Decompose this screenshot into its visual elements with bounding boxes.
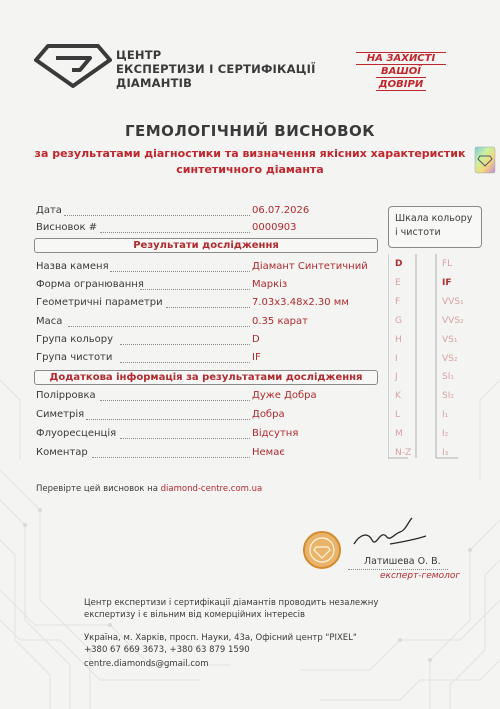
date-value: 06.07.2026 bbox=[252, 205, 310, 216]
color-scale-item: H bbox=[395, 334, 402, 345]
report-number-leader bbox=[100, 232, 250, 233]
color-scale-item: M bbox=[395, 429, 403, 440]
color-scale-item: E bbox=[395, 277, 401, 288]
additional-section-header bbox=[34, 370, 378, 385]
clarity-scale-item: VS₂ bbox=[442, 353, 458, 364]
polish-value: Дуже Добра bbox=[252, 390, 317, 401]
expert-role: експерт-гемолог bbox=[380, 571, 461, 581]
polish-leader bbox=[100, 400, 250, 401]
report-number-label: Висновок # bbox=[36, 222, 98, 233]
verify-text: Перевірте цей висновок на bbox=[36, 484, 158, 494]
color-scale-item: N-Z bbox=[395, 448, 412, 458]
fluorescence-value: Відсутня bbox=[252, 428, 299, 439]
clarity-scale-item: I₂ bbox=[442, 429, 449, 440]
clarity-scale-item: SI₁ bbox=[442, 372, 454, 383]
color-scale-item: J bbox=[395, 372, 398, 383]
mass-leader bbox=[68, 326, 250, 327]
clarity-scale-item: IF bbox=[442, 277, 452, 288]
org-name-line3: ДІАМАНТІВ bbox=[116, 76, 193, 90]
verify-line bbox=[36, 484, 262, 494]
comment-value: Немає bbox=[252, 447, 285, 458]
scale-grid-lines bbox=[388, 252, 488, 464]
signature-icon bbox=[350, 516, 430, 556]
fluorescence-leader bbox=[120, 438, 250, 439]
results-section-title: Результати дослідження bbox=[133, 240, 279, 251]
org-name-line2: ЕКСПЕРТИЗИ І СЕРТИФІКАЦІЇ bbox=[116, 62, 316, 76]
cut-shape-leader bbox=[140, 289, 250, 290]
fluorescence-label: Флуоресценція bbox=[36, 428, 117, 439]
motto-line3: ДОВІРИ bbox=[376, 79, 426, 91]
date-leader bbox=[64, 215, 250, 216]
symmetry-value: Добра bbox=[252, 409, 285, 420]
clarity-scale-item: I₁ bbox=[442, 410, 449, 421]
org-name bbox=[116, 48, 316, 90]
seal-icon bbox=[302, 530, 342, 570]
dimensions-label: Геометричні параметри bbox=[36, 297, 163, 308]
clarity-grade-label: Група чистоти bbox=[36, 352, 113, 363]
report-number-value: 0000903 bbox=[252, 222, 297, 233]
color-scale-item: G bbox=[395, 315, 402, 326]
clarity-scale-item: VVS₂ bbox=[442, 315, 464, 326]
clarity-scale-item: SI₂ bbox=[442, 391, 454, 402]
symmetry-label: Симетрія bbox=[36, 409, 85, 420]
independence-notice-line1: Центр експертизи і сертифікації діамантів проводить незалежну bbox=[84, 598, 379, 608]
color-grade-value: D bbox=[252, 334, 260, 345]
mass-value: 0.35 карат bbox=[252, 316, 308, 327]
subtitle-line1: за результатами діагностики та визначення якісних характеристик bbox=[34, 147, 466, 160]
clarity-grade-leader bbox=[120, 362, 250, 363]
date-label: Дата bbox=[36, 205, 62, 216]
phones: +380 67 669 3673, +380 63 879 1590 bbox=[84, 645, 250, 655]
hologram-icon bbox=[474, 146, 496, 174]
dimensions-leader bbox=[166, 307, 250, 308]
document-subtitle bbox=[0, 146, 500, 178]
motto-stamp bbox=[356, 50, 446, 96]
comment-label: Коментар bbox=[36, 447, 88, 458]
scale-title-line2: і чистоти bbox=[395, 227, 441, 238]
stone-name-label: Назва каменя bbox=[36, 261, 109, 272]
symmetry-leader bbox=[86, 419, 250, 420]
signature-line bbox=[348, 569, 448, 570]
color-clarity-scale-box bbox=[388, 206, 482, 248]
color-scale-item: I bbox=[395, 353, 398, 364]
scale-title-line1: Шкала кольору bbox=[395, 213, 473, 224]
subtitle-line2: синтетичного діаманта bbox=[176, 163, 324, 176]
diamond-logo-icon bbox=[34, 44, 112, 88]
clarity-scale-item: I₃ bbox=[442, 448, 449, 458]
mass-label: Маса bbox=[36, 316, 63, 327]
motto-line1: НА ЗАХИСТІ bbox=[356, 52, 446, 65]
stone-name-leader bbox=[110, 271, 250, 272]
color-scale-item: D bbox=[395, 259, 403, 269]
expert-name: Латишева О. В. bbox=[364, 556, 441, 567]
verify-link[interactable]: diamond-centre.com.ua bbox=[160, 484, 263, 494]
clarity-scale-item: VVS₁ bbox=[442, 296, 464, 307]
color-scale-item: K bbox=[395, 391, 401, 402]
color-grade-leader bbox=[120, 344, 250, 345]
independence-notice-line2: експертизу і є вільним від комерційних інтересів bbox=[84, 610, 305, 620]
clarity-scale-item: FL bbox=[442, 259, 453, 269]
document-title: ГЕМОЛОГІЧНИЙ ВИСНОВОК bbox=[124, 122, 376, 140]
color-grade-label: Група кольору bbox=[36, 334, 114, 345]
color-scale-item: F bbox=[395, 296, 401, 307]
cut-shape-label: Форма огранювання bbox=[36, 279, 144, 290]
address: Україна, м. Харків, просп. Науки, 43а, Офісний центр "PIXEL" bbox=[84, 633, 357, 643]
cut-shape-value: Маркіз bbox=[252, 279, 288, 290]
clarity-grade-value: IF bbox=[252, 352, 261, 363]
org-name-line1: ЦЕНТР bbox=[116, 48, 162, 62]
clarity-scale-item: VS₁ bbox=[442, 334, 458, 345]
dimensions-value: 7.03x3.48x2.30 мм bbox=[252, 297, 349, 308]
polish-label: Полірровка bbox=[36, 390, 96, 401]
email[interactable]: centre.diamonds@gmail.com bbox=[84, 659, 209, 669]
motto-line2: ВАШОЇ bbox=[376, 66, 426, 78]
color-scale-item: L bbox=[395, 410, 401, 421]
comment-leader bbox=[92, 457, 250, 458]
results-section-header bbox=[34, 238, 378, 253]
additional-section-title: Додаткова інформація за результатами дослідження bbox=[49, 372, 363, 383]
stone-name-value: Діамант Синтетичний bbox=[252, 261, 368, 272]
